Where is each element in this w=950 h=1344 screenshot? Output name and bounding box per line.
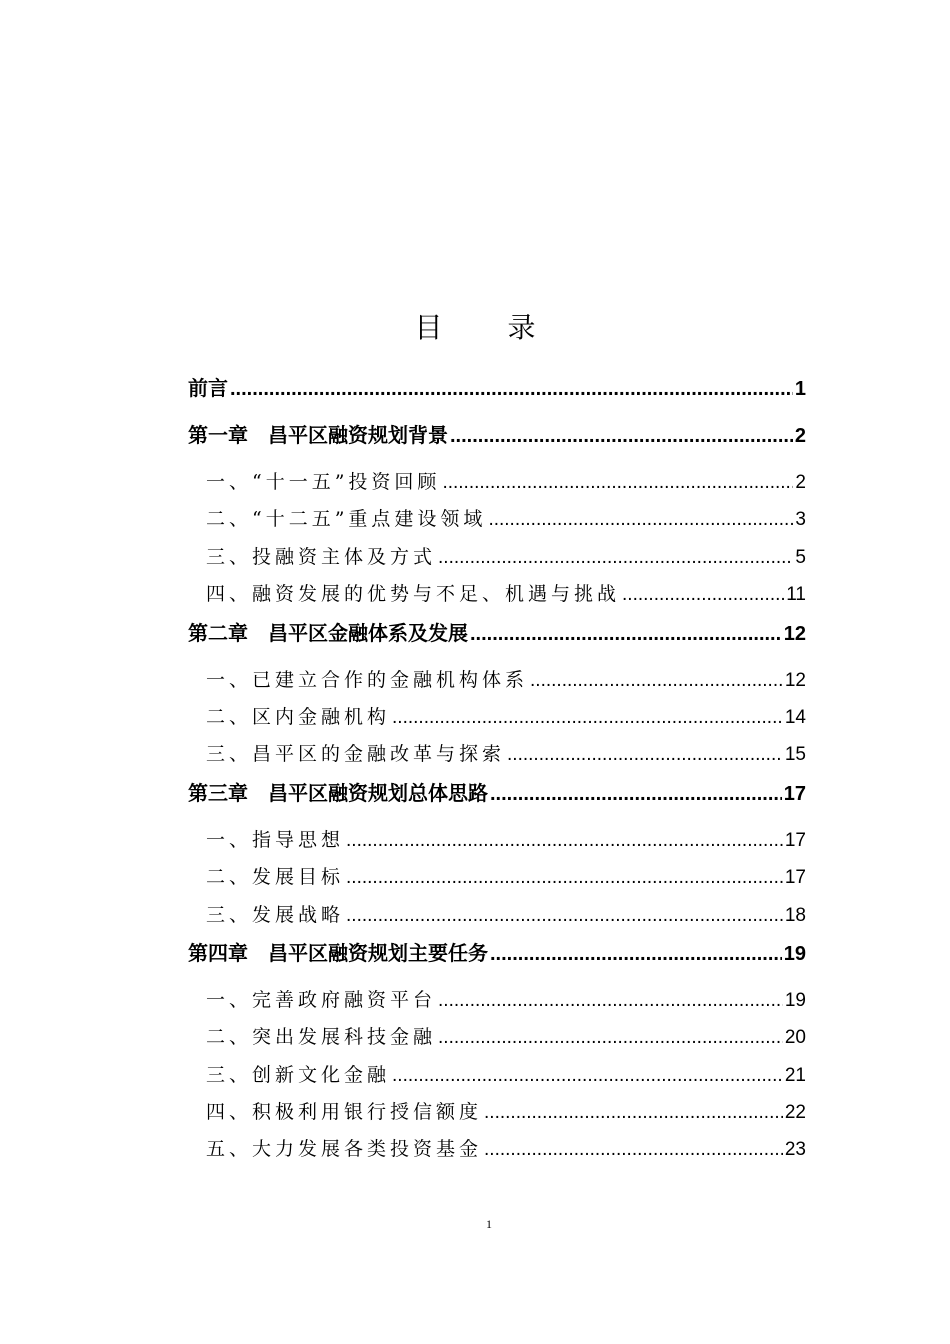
toc-dot-leader: [230, 369, 793, 409]
toc-dot-leader: [438, 539, 793, 577]
toc-section-entry[interactable]: [188, 821, 806, 858]
toc-page-number: 21: [784, 1064, 806, 1086]
toc-entry-label: 四、融资发展的优势与不足、机遇与挑战: [206, 583, 621, 606]
toc-entry-label: 五、大力发展各类投资基金: [206, 1138, 483, 1161]
toc-page-number: 5: [795, 546, 806, 568]
toc-page-number: 12: [784, 669, 806, 691]
toc-chapter-entry[interactable]: [188, 773, 806, 820]
toc-dot-leader: [346, 859, 783, 897]
toc-dot-leader: [507, 736, 783, 774]
toc-section-entry[interactable]: [188, 858, 806, 895]
toc-chapter-entry[interactable]: [188, 613, 806, 660]
toc-entry-label: 一、完善政府融资平台: [206, 988, 437, 1011]
toc-page-number: 1: [794, 378, 806, 400]
toc-dot-leader: [438, 982, 783, 1020]
toc-page-number: 2: [795, 472, 806, 493]
toc-dot-leader: [490, 774, 782, 814]
toc-dot-leader: [346, 897, 783, 935]
toc-section-entry[interactable]: [188, 735, 806, 772]
toc-dot-leader: [438, 1019, 783, 1057]
toc-dot-leader: [484, 1131, 783, 1169]
toc-page-number: 22: [784, 1102, 806, 1124]
toc-dot-leader: [622, 576, 784, 614]
toc-page-number: 17: [784, 867, 806, 889]
toc-dot-leader: [470, 614, 782, 654]
toc-section-entry[interactable]: [188, 500, 806, 537]
toc-section-entry[interactable]: [188, 896, 806, 933]
toc-entry-label: 二、发展目标: [206, 866, 345, 889]
toc-section-entry[interactable]: [188, 661, 806, 698]
toc-section-entry[interactable]: [188, 463, 806, 500]
toc-section-entry[interactable]: [188, 698, 806, 735]
toc-entry-label: 前言: [188, 376, 228, 400]
toc-section-entry[interactable]: [188, 981, 806, 1018]
toc-dot-leader: [484, 1094, 783, 1132]
toc-page-number: 3: [795, 509, 806, 531]
toc-title: 目 录: [414, 311, 564, 344]
toc-page-number: 11: [786, 584, 806, 606]
toc-page-number: 18: [784, 904, 806, 926]
toc-dot-leader: [392, 1057, 783, 1095]
toc-page-number: 14: [784, 706, 806, 728]
toc-entry-label: 四、积极利用银行授信额度: [206, 1101, 483, 1124]
table-of-contents: [188, 368, 806, 1168]
toc-entry-label: 二、区内金融机构: [206, 705, 391, 728]
toc-chapter-entry[interactable]: [188, 415, 806, 462]
toc-section-entry[interactable]: [188, 1056, 806, 1093]
toc-page-number: 15: [784, 744, 806, 766]
toc-dot-leader: [530, 662, 783, 700]
toc-page-number: 17: [784, 829, 806, 851]
toc-entry-label: 二、“十二五”重点建设领域: [206, 508, 487, 531]
toc-section-entry[interactable]: [188, 538, 806, 575]
toc-page-number: 12: [783, 622, 806, 645]
toc-entry-label: 一、指导思想: [206, 828, 345, 851]
toc-dot-leader: [392, 699, 783, 737]
toc-page-number: 2: [794, 425, 806, 447]
toc-dot-leader: [450, 416, 793, 456]
toc-entry-label: 三、发展战略: [206, 903, 345, 926]
toc-section-entry[interactable]: [188, 1093, 806, 1130]
toc-entry-label: 一、已建立合作的金融机构体系: [206, 668, 529, 691]
toc-entry-label: 三、昌平区的金融改革与探索: [206, 743, 506, 766]
toc-dot-leader: [490, 934, 782, 974]
toc-entry-label: 三、创新文化金融: [206, 1063, 391, 1086]
toc-dot-leader: [442, 464, 793, 502]
toc-section-entry[interactable]: [188, 575, 806, 612]
toc-entry-label: 一、“十一五”投资回顾: [206, 471, 441, 493]
toc-entry-label: 第二章 昌平区金融体系及发展: [188, 620, 468, 645]
toc-section-entry[interactable]: [188, 1130, 806, 1167]
toc-page-number: 23: [784, 1139, 806, 1161]
toc-page-number: 19: [783, 942, 806, 965]
toc-page-number: 17: [783, 782, 806, 805]
toc-entry-label: 三、投融资主体及方式: [206, 545, 437, 568]
toc-section-entry[interactable]: [188, 1018, 806, 1055]
toc-chapter-entry[interactable]: [188, 933, 806, 980]
toc-dot-leader: [488, 501, 793, 539]
toc-page-number: 19: [784, 989, 806, 1011]
toc-entry-label: 第一章 昌平区融资规划背景: [188, 423, 448, 447]
toc-dot-leader: [346, 822, 783, 860]
toc-page-number: 20: [784, 1027, 806, 1049]
toc-entry-label: 第四章 昌平区融资规划主要任务: [188, 940, 488, 965]
footer-page-number: 1: [486, 1217, 492, 1231]
toc-entry-label: 第三章 昌平区融资规划总体思路: [188, 780, 488, 805]
toc-chapter-entry[interactable]: [188, 368, 806, 415]
toc-entry-label: 二、突出发展科技金融: [206, 1026, 437, 1049]
